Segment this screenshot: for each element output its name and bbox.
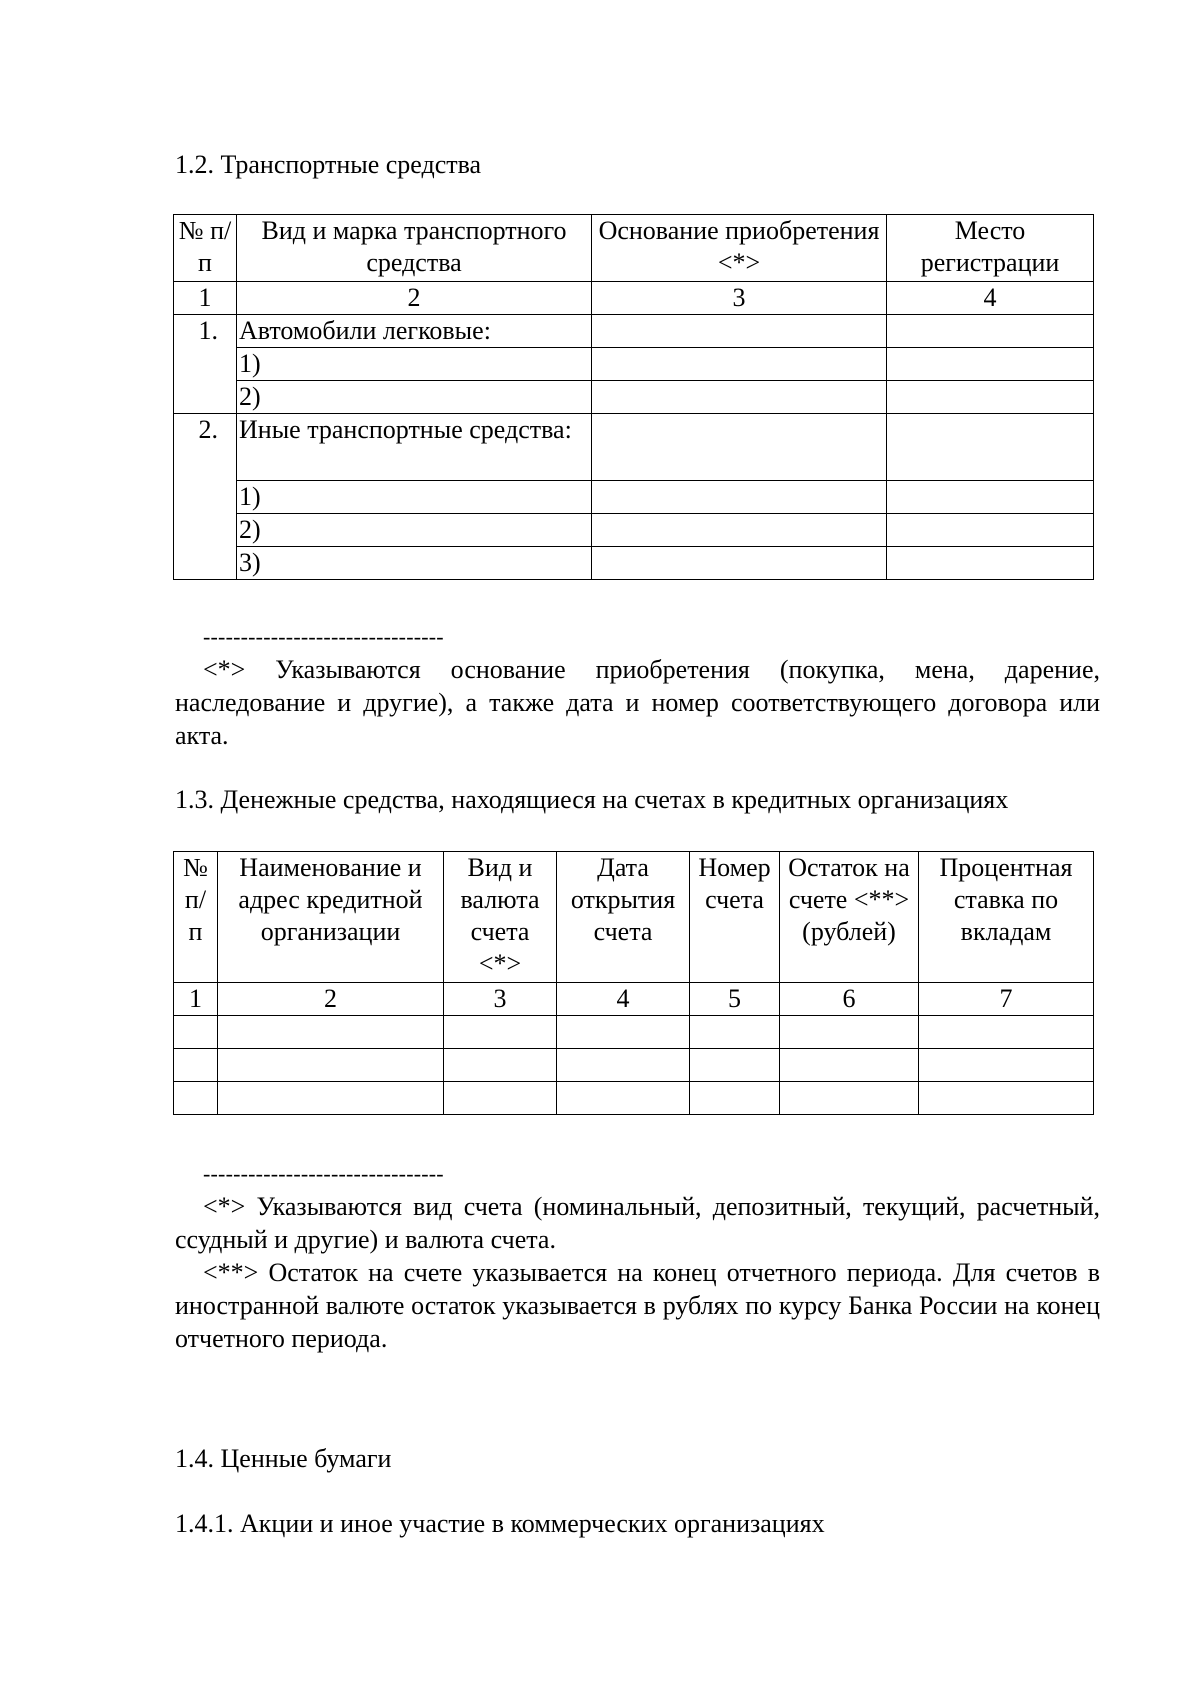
cell-empty <box>592 414 887 481</box>
section-heading-1-3: 1.3. Денежные средства, находящиеся на счетах в кредитных организациях <box>175 785 1009 814</box>
section-heading-1-2: 1.2. Транспортные средства <box>175 150 482 179</box>
cell-empty <box>887 547 1094 580</box>
cell-empty <box>919 1016 1094 1049</box>
cell-empty <box>592 481 887 514</box>
header-cell: Процентная ставка по вкладам <box>919 852 1094 983</box>
table-row <box>174 547 1094 580</box>
group-title: Автомобили легковые: <box>237 315 592 348</box>
column-number-row <box>174 983 1094 1016</box>
footnote-separator: -------------------------------- <box>203 1161 444 1186</box>
cell-empty <box>444 1016 557 1049</box>
footnote-text-content: <**> Остаток на счете указывается на конец отчетного периода. Для счетов в иностранной валюте остаток указывается в рублях по курсу Банка России на конец отчетного периода. <box>175 1258 1100 1353</box>
cell-empty <box>218 1082 444 1115</box>
vehicles-table <box>173 214 1094 580</box>
cell-empty <box>557 1082 690 1115</box>
item-label: 2) <box>237 514 592 547</box>
column-number: 5 <box>690 983 780 1016</box>
cell-empty <box>557 1016 690 1049</box>
footnote-separator: -------------------------------- <box>203 624 444 649</box>
header-cell: Остаток на счете <**> (рублей) <box>780 852 919 983</box>
column-number: 1 <box>174 282 237 315</box>
cell-empty <box>592 348 887 381</box>
table-row <box>174 414 1094 481</box>
cell-empty <box>887 348 1094 381</box>
cell-empty <box>887 414 1094 481</box>
cell-empty <box>887 514 1094 547</box>
header-cell: Наименование и адрес кредитной организации <box>218 852 444 983</box>
bank-accounts-table <box>173 851 1094 1115</box>
column-number-row <box>174 282 1094 315</box>
cell-empty <box>592 381 887 414</box>
cell-empty <box>690 1016 780 1049</box>
header-cell: Номер счета <box>690 852 780 983</box>
cell-empty <box>887 381 1094 414</box>
table-row <box>174 1049 1094 1082</box>
header-cell: Вид и валюта счета <*> <box>444 852 557 983</box>
table-row <box>174 315 1094 348</box>
column-number: 6 <box>780 983 919 1016</box>
group-number: 1. <box>174 315 237 414</box>
table-row <box>174 1016 1094 1049</box>
item-label: 1) <box>237 481 592 514</box>
table-row <box>174 514 1094 547</box>
group-title: Иные транспортные средства: <box>237 414 592 481</box>
cell-empty <box>174 1016 218 1049</box>
cell-empty <box>218 1049 444 1082</box>
cell-empty <box>690 1082 780 1115</box>
table-header-row <box>174 215 1094 282</box>
cell-empty <box>690 1049 780 1082</box>
cell-empty <box>444 1082 557 1115</box>
section-heading-1-4-1: 1.4.1. Акции и иное участие в коммерческих организациях <box>175 1509 825 1538</box>
footnote-text <box>175 1190 1100 1256</box>
header-cell: № п/п <box>174 852 218 983</box>
item-label: 3) <box>237 547 592 580</box>
column-number: 2 <box>218 983 444 1016</box>
cell-empty <box>174 1082 218 1115</box>
column-number: 4 <box>557 983 690 1016</box>
cell-empty <box>174 1049 218 1082</box>
table-row <box>174 481 1094 514</box>
cell-empty <box>919 1082 1094 1115</box>
column-number: 2 <box>237 282 592 315</box>
table-row <box>174 348 1094 381</box>
cell-empty <box>592 547 887 580</box>
footnote-text-content: <*> Указываются основание приобретения (покупка, мена, дарение, наследование и другие), а также дата и номер соответствующего договора или акта. <box>175 655 1100 750</box>
item-label: 2) <box>237 381 592 414</box>
cell-empty <box>444 1049 557 1082</box>
table-row <box>174 1082 1094 1115</box>
column-number: 1 <box>174 983 218 1016</box>
cell-empty <box>887 481 1094 514</box>
cell-empty <box>592 315 887 348</box>
cell-empty <box>592 514 887 547</box>
footnote-text <box>175 653 1100 752</box>
footnote-text <box>175 1256 1100 1355</box>
header-cell: Место регистрации <box>887 215 1094 282</box>
cell-empty <box>557 1049 690 1082</box>
column-number: 3 <box>444 983 557 1016</box>
header-cell: № п/п <box>174 215 237 282</box>
table-header-row <box>174 852 1094 983</box>
header-cell: Вид и марка транспортного средства <box>237 215 592 282</box>
cell-empty <box>780 1049 919 1082</box>
cell-empty <box>887 315 1094 348</box>
group-number: 2. <box>174 414 237 580</box>
cell-empty <box>780 1082 919 1115</box>
column-number: 3 <box>592 282 887 315</box>
cell-empty <box>218 1016 444 1049</box>
cell-empty <box>919 1049 1094 1082</box>
header-cell: Основание приобретения <*> <box>592 215 887 282</box>
footnote-text-content: <*> Указываются вид счета (номинальный, депозитный, текущий, расчетный, ссудный и другие) и валюта счета. <box>175 1192 1100 1254</box>
column-number: 7 <box>919 983 1094 1016</box>
item-label: 1) <box>237 348 592 381</box>
cell-empty <box>780 1016 919 1049</box>
table-row <box>174 381 1094 414</box>
section-heading-1-4: 1.4. Ценные бумаги <box>175 1444 392 1473</box>
header-cell: Дата открытия счета <box>557 852 690 983</box>
column-number: 4 <box>887 282 1094 315</box>
